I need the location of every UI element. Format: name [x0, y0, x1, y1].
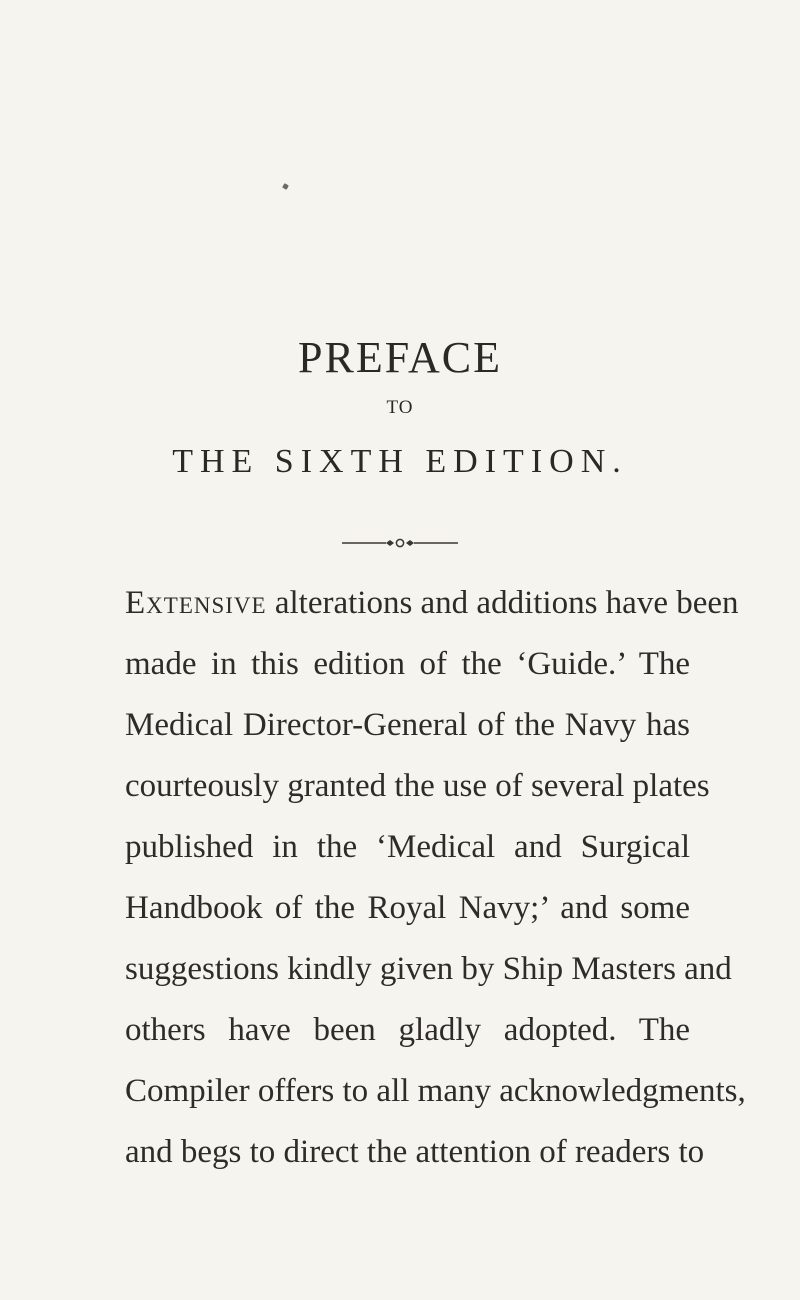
page-subtitle: THE SIXTH EDITION. [172, 443, 628, 480]
text-line: others have been gladly adopted. The [125, 1012, 690, 1048]
text-line [125, 573, 739, 634]
drop-word: Extensive [125, 585, 267, 621]
title-connector: TO [386, 397, 414, 418]
text-line: suggestions kindly given by Ship Masters and [125, 951, 732, 987]
text-line: courteously granted the use of several plates [125, 768, 710, 804]
text-line: Medical Director-General of the Navy has [125, 707, 690, 743]
text-line: made in this edition of the ‘Guide.’ The [125, 646, 690, 682]
text-line: and begs to direct the attention of readers to [125, 1134, 705, 1170]
divider-ornament [340, 537, 460, 549]
preface-body [125, 573, 746, 1183]
text-line: Compiler offers to all many acknowledgments, [125, 1073, 746, 1109]
ink-speck [282, 183, 289, 190]
page-title: PREFACE [298, 333, 502, 382]
text-line-rest: alterations and additions have been [266, 585, 739, 621]
text-line: published in the ‘Medical and Surgical [125, 829, 690, 865]
text-line: Handbook of the Royal Navy;’ and some [125, 890, 690, 926]
